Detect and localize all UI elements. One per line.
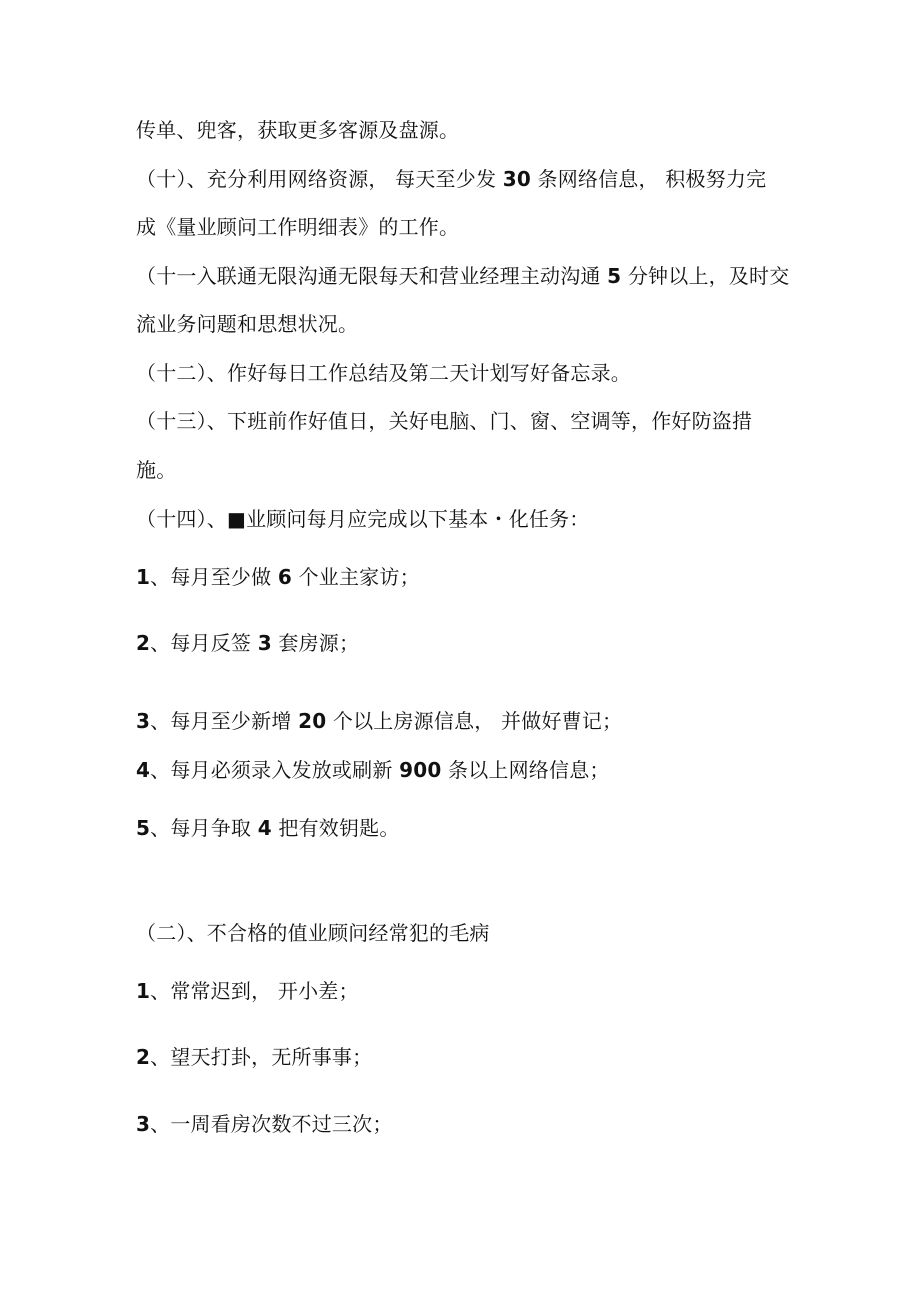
list-number: 1: [136, 979, 151, 1003]
line-text: 、每月必须录入发放或刷新: [150, 758, 400, 782]
list-number: 5: [136, 816, 151, 840]
number-text: 4: [257, 816, 272, 840]
paragraph-line: [136, 213, 459, 241]
list-item: [136, 977, 359, 1005]
line-text: 、常常迟到， 开小差；: [150, 979, 359, 1003]
number-text: 6: [277, 565, 293, 589]
paragraph-line: [136, 262, 789, 290]
section-heading: [136, 919, 490, 947]
line-text: 个以上房源信息， 并做好曹记；: [326, 709, 623, 733]
list-item: [136, 629, 359, 657]
line-text: （十三）、下班前作好值日，关好电脑、门、窗、空调等，作好防盗措: [136, 409, 753, 433]
line-text: （十四）、■业顾问每月应完成以下基本・化任务：: [136, 507, 590, 531]
line-text: 、每月至少新增: [150, 709, 299, 733]
paragraph-line: [136, 116, 459, 144]
line-text: 条网络信息， 积极努力完: [530, 167, 767, 191]
list-item: [136, 1043, 372, 1071]
list-item: [136, 814, 400, 842]
line-text: 、每月至少做: [150, 565, 278, 589]
line-text: （十）、充分利用网络资源， 每天至少发: [136, 167, 503, 191]
line-text: 、每月反签: [150, 631, 258, 655]
list-item: [136, 1110, 393, 1138]
list-number: 2: [136, 1045, 151, 1069]
list-number: 2: [136, 631, 151, 655]
line-text: （十一入联通无限沟通无限每天和营业经理主动沟通: [136, 264, 608, 288]
line-text: 、望天打卦，无所事事；: [150, 1045, 373, 1069]
line-text: 成《量业顾问工作明细表》的工作。: [136, 215, 460, 239]
line-text: 把有效钥匙。: [271, 816, 400, 840]
paragraph-line: [136, 165, 766, 193]
paragraph-line: [136, 505, 590, 533]
list-number: 4: [136, 758, 151, 782]
number-text: 30: [502, 167, 531, 191]
line-text: 条以上网络信息；: [441, 758, 610, 782]
number-text: 20: [298, 709, 327, 733]
list-item: [136, 563, 420, 591]
line-text: 传单、兜客，获取更多客源及盘源。: [136, 118, 460, 142]
line-text: 施。: [136, 458, 177, 482]
list-number: 3: [136, 709, 151, 733]
line-text: 、一周看房次数不过三次；: [150, 1112, 393, 1136]
list-number: 3: [136, 1112, 151, 1136]
number-text: 900: [399, 758, 442, 782]
number-text: 3: [257, 631, 272, 655]
list-number: 1: [136, 565, 151, 589]
list-item: [136, 707, 622, 735]
paragraph-line: [136, 310, 358, 338]
line-text: （十二）、作好每日工作总结及第二天计划写好备忘录。: [136, 361, 631, 385]
line-text: 套房源；: [271, 631, 360, 655]
paragraph-line: [136, 407, 752, 435]
paragraph-line: [136, 456, 176, 484]
line-text: 流业务问题和思想状况。: [136, 312, 359, 336]
number-text: 5: [607, 264, 622, 288]
list-item: [136, 756, 610, 784]
line-text: 个业主家访；: [292, 565, 420, 589]
line-text: 、每月争取: [150, 816, 258, 840]
line-text: （二）、不合格的值业顾问经常犯的毛病: [136, 921, 490, 945]
line-text: 分钟以上，及时交: [621, 264, 790, 288]
paragraph-line: [136, 359, 631, 387]
